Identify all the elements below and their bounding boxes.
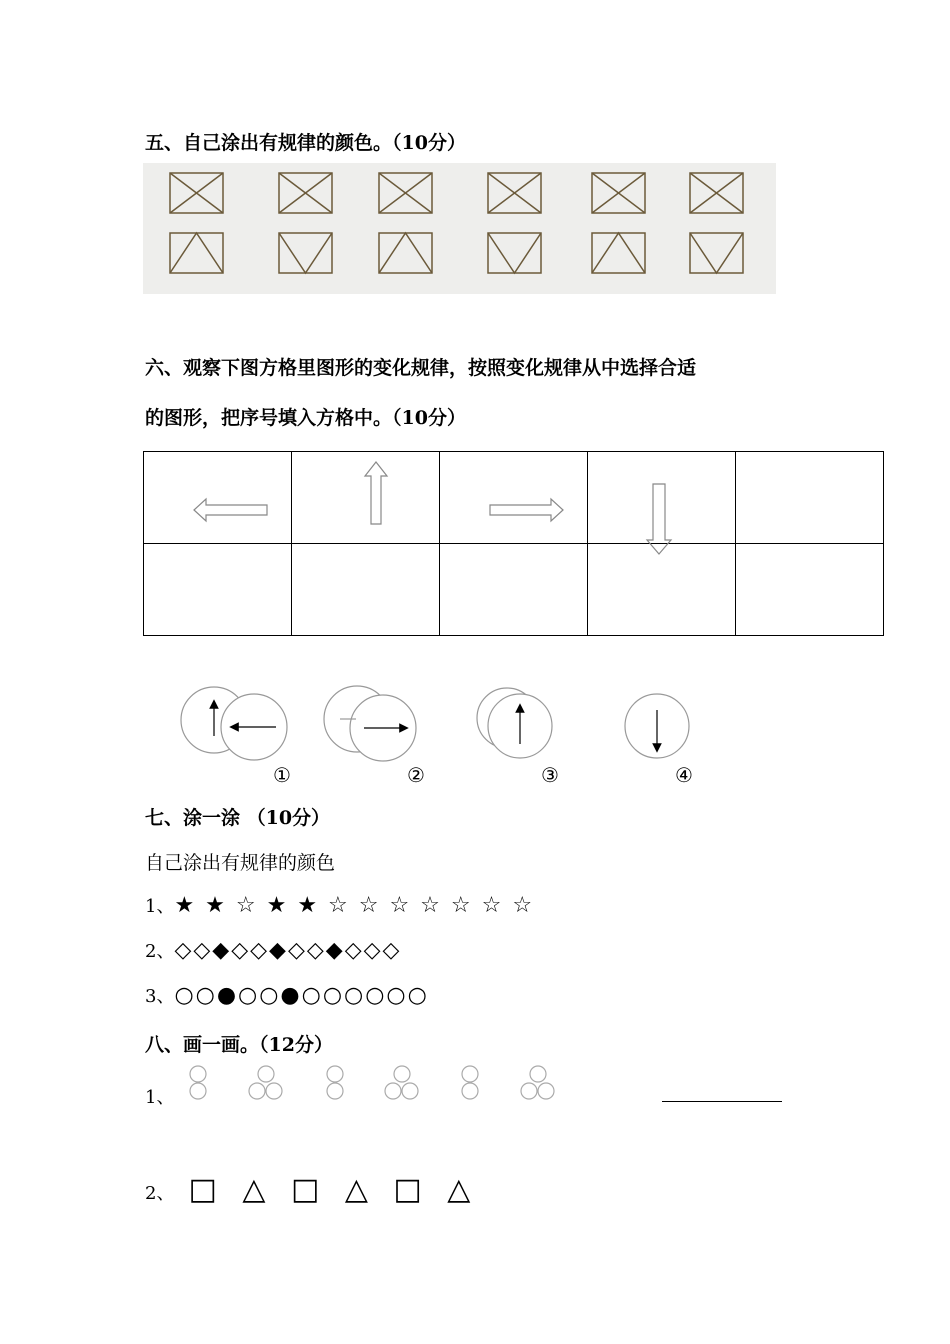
x-box [279,173,332,213]
up-arrow-icon [292,452,439,543]
arrow-grid [143,451,884,636]
option-2-figure [324,686,416,761]
circle-pattern [180,1062,580,1108]
star-sequence[interactable]: ★ ★ ☆ ★ ★ ☆ ☆ ☆ ☆ ☆ ☆ ☆ [174,893,535,918]
diamond-sequence[interactable]: ◇◇◆◇◇◆◇◇◆◇◇◇ [174,938,402,963]
section6-title-line2: 的图形，把序号填入方格中。（10分） [145,407,466,429]
left-arrow-icon [144,452,291,543]
three-circle-pyramid [249,1066,282,1099]
pattern-row-1 [145,892,534,918]
row-label: 2、 [145,941,175,962]
x-box [379,173,432,213]
grid-answer-cell[interactable] [144,544,292,636]
x-box [170,173,223,213]
shape-sequence: □ △ □ △ □ △ [188,1172,479,1207]
section5-title: 五、自己涂出有规律的颜色。（10分） [145,132,466,154]
section8-title: 八、画一画。（12分） [145,1034,333,1056]
grid-cell [588,452,736,544]
pattern-row-2 [145,937,401,963]
section5-figure [143,163,776,294]
x-box [488,173,541,213]
option-2-label: ② [407,763,425,787]
triangle-up-box [170,233,223,273]
grid-cell [292,452,440,544]
answer-blank[interactable] [662,1101,782,1102]
option-figures [170,680,730,770]
option-3-label: ③ [541,763,559,787]
right-arrow-icon [440,452,587,543]
two-circle-stack [327,1066,343,1099]
grid-answer-cell[interactable] [292,544,440,636]
pattern-row-3 [145,982,429,1008]
row-label: 1、 [145,1087,175,1108]
row-label: 1、 [145,896,175,917]
section7-subtitle: 自己涂出有规律的颜色 [145,852,336,874]
grid-answer-cell[interactable] [440,544,588,636]
two-circle-stack [462,1066,478,1099]
option-3-figure [477,688,552,758]
shape-row [145,1172,478,1207]
option-1-label: ① [273,763,291,787]
three-circle-pyramid [385,1066,418,1099]
grid-answer-cell[interactable] [736,452,884,544]
grid-cell [144,452,292,544]
x-box [592,173,645,213]
section7-title: 七、涂一涂 （10分） [145,807,331,829]
circle-sequence[interactable]: ○○●○○●○○○○○○ [174,983,429,1008]
grid-answer-cell[interactable] [736,544,884,636]
down-arrow-icon [588,452,735,543]
row-label: 2、 [145,1183,175,1204]
three-circle-pyramid [521,1066,554,1099]
row-label: 3、 [145,986,175,1007]
option-1-figure [181,687,287,760]
x-box [690,173,743,213]
triangle-down-box [488,233,541,273]
triangle-up-box [592,233,645,273]
triangle-down-box [690,233,743,273]
two-circle-stack [190,1066,206,1099]
section6-title-line1: 六、观察下图方格里图形的变化规律，按照变化规律从中选择合适 [145,357,697,379]
triangle-up-box [379,233,432,273]
triangle-down-box [279,233,332,273]
option-4-label: ④ [675,763,693,787]
grid-answer-cell[interactable] [588,544,736,636]
pattern-boxes [143,163,776,294]
grid-cell [440,452,588,544]
